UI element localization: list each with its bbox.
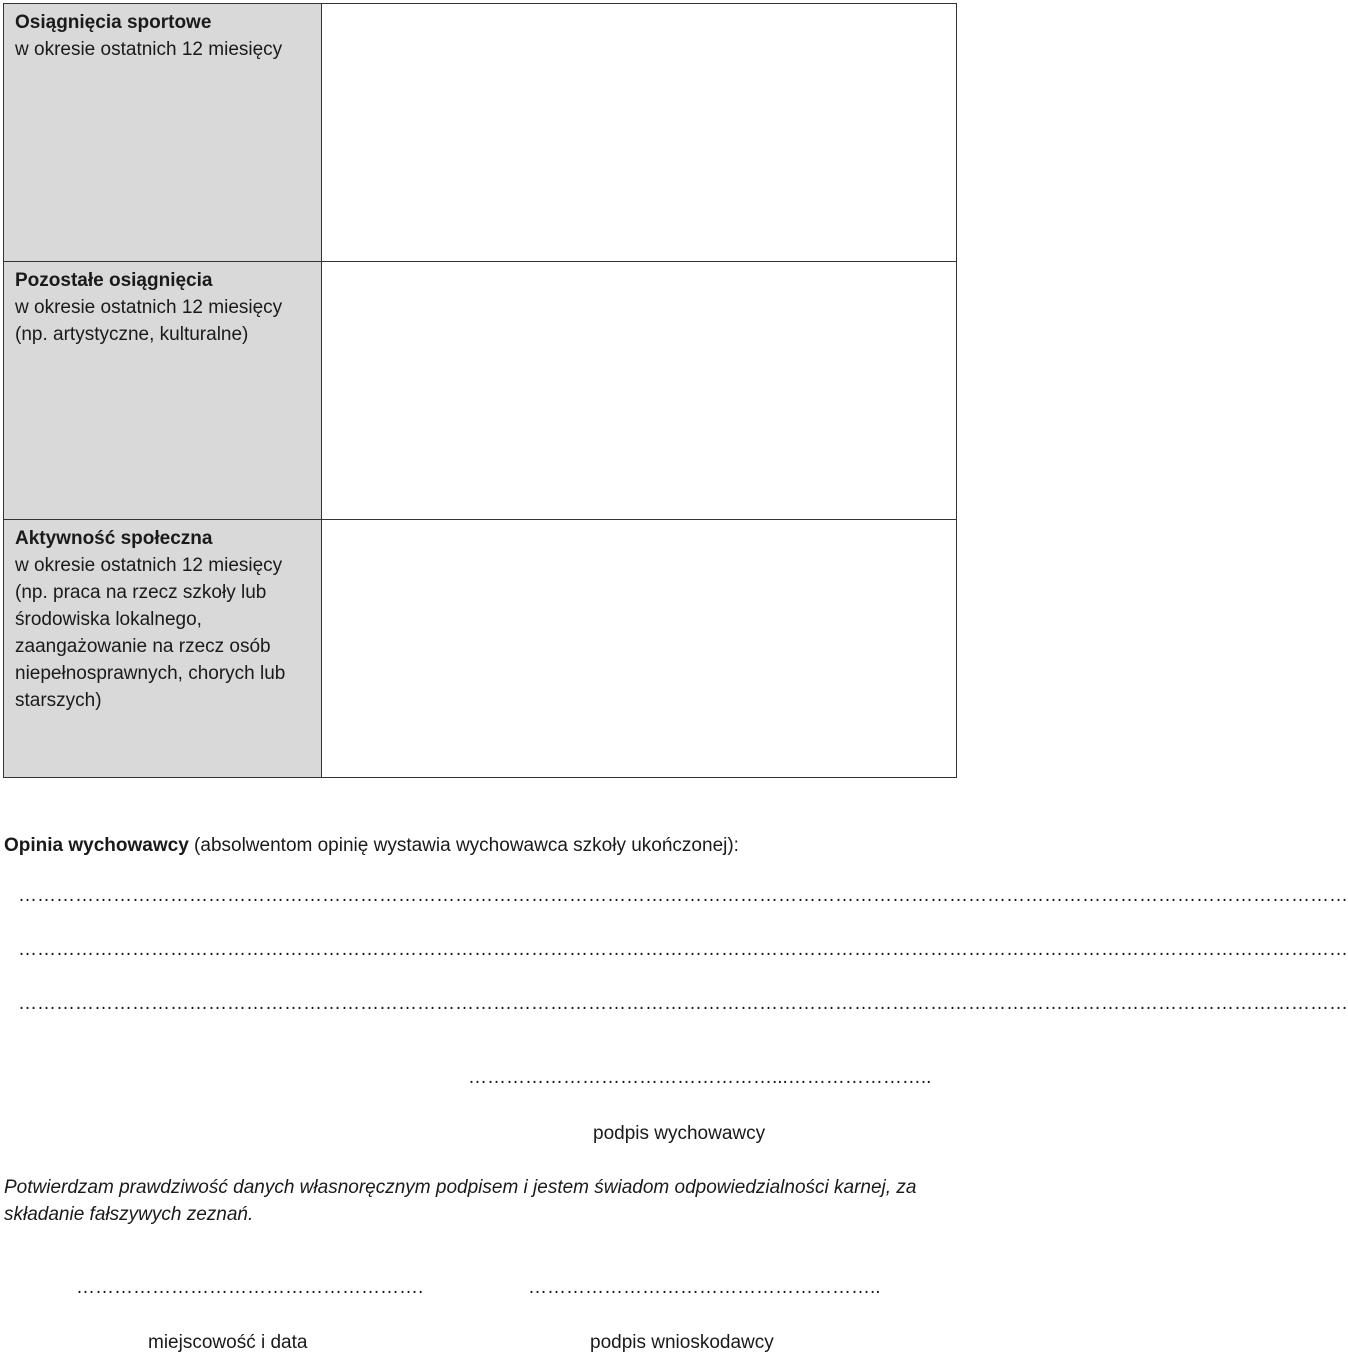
- sports-achievements-field[interactable]: [322, 4, 957, 262]
- opinion-heading: [4, 832, 739, 859]
- row-title: Aktywność społeczna: [15, 528, 213, 549]
- opinion-line-3[interactable]: …………………………………………………………………………………………………………………………………………………………………………………………: [18, 993, 1348, 1014]
- row-description: w okresie ostatnich 12 miesięcy: [15, 39, 283, 60]
- table-row: [4, 4, 957, 262]
- applicant-signature-line[interactable]: ………………………………………………..: [528, 1277, 881, 1298]
- row-description: w okresie ostatnich 12 miesięcy (np. artystyczne, kulturalne): [15, 297, 283, 345]
- row-title: Osiągnięcia sportowe: [15, 12, 212, 33]
- social-activity-field[interactable]: [322, 520, 957, 778]
- opinion-instruction: (absolwentom opinię wystawia wychowawca szkoły ukończonej):: [188, 835, 739, 856]
- place-date-caption: miejscowość i data: [148, 1332, 308, 1353]
- row-description: w okresie ostatnich 12 miesięcy (np. praca na rzecz szkoły lub środowiska lokalnego, zaangażowanie na rzecz osób niepełnosprawnych, chorych lub starszych): [15, 555, 286, 711]
- row-title: Pozostałe osiągnięcia: [15, 270, 213, 291]
- teacher-signature-line[interactable]: …………………………………………...…………………..: [468, 1067, 932, 1088]
- applicant-signature-caption: podpis wnioskodawcy: [590, 1332, 774, 1353]
- teacher-signature-caption: podpis wychowawcy: [593, 1123, 766, 1144]
- opinion-line-2[interactable]: …………………………………………………………………………………………………………………………………………………………………………………………: [18, 939, 1348, 960]
- table-row: [4, 520, 957, 778]
- row-label-sports: [4, 4, 322, 262]
- declaration-text: Potwierdzam prawdziwość danych własnoręcznym podpisem i jestem świadom odpowiedzialności karnej, za składanie fałszywych zeznań.: [4, 1177, 917, 1225]
- place-date-line[interactable]: ……………………………………………….: [76, 1277, 424, 1298]
- other-achievements-field[interactable]: [322, 262, 957, 520]
- row-label-social: [4, 520, 322, 778]
- achievements-table: [3, 3, 957, 778]
- row-label-other: [4, 262, 322, 520]
- table-row: [4, 262, 957, 520]
- opinion-label: Opinia wychowawcy: [4, 835, 189, 856]
- opinion-line-1[interactable]: …………………………………………………………………………………………………………………………………………………………………………………………: [18, 885, 1348, 906]
